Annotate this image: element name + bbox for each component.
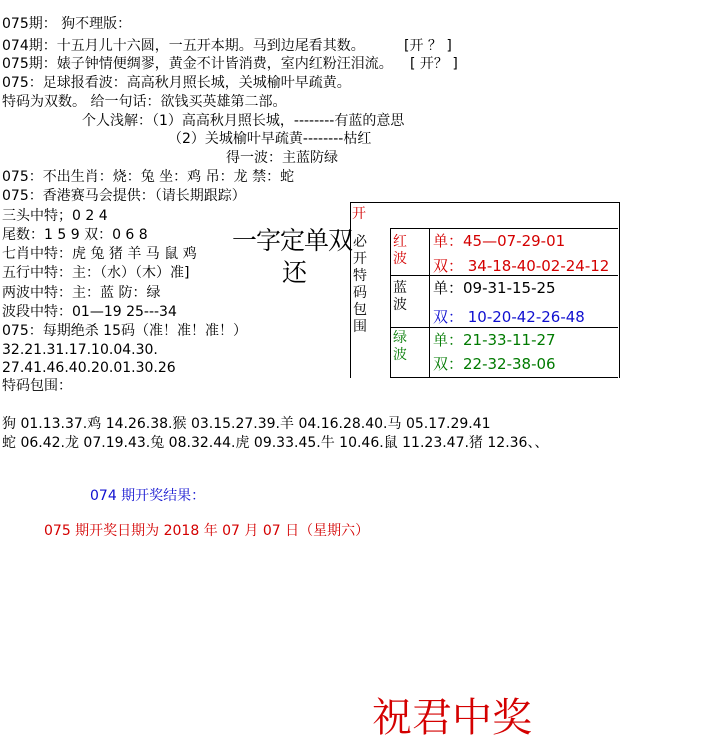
five-elements: 五行中特：主：（水）（木）准] <box>2 265 190 281</box>
wave-table-col-divider <box>429 228 430 377</box>
wave-table-hline-3 <box>390 327 618 328</box>
red-wave-even: 双： 34-18-40-02-24-12 <box>433 257 610 275</box>
riddle-074: 074期：十五月儿十六圆，一五开本期。马到边尾看其数。 <box>2 38 365 54</box>
wave-range: 波段中特：01—19 25---34 <box>2 304 177 320</box>
zodiac-numbers-row-1: 狗 01.13.37.鸡 14.26.38.猴 03.15.27.39.羊 04.16.28.40.马 05.17.29.41 <box>2 416 491 432</box>
jockey-club-line: 075：香港赛马会提供：（请长期跟踪） <box>2 188 246 204</box>
wave-table-hline-4 <box>390 377 618 378</box>
tail-digits: 尾数：1 5 9 双：0 6 8 <box>2 227 148 243</box>
football-riddle: 075：足球报看波：高高秋月照长城，关城榆叶早疏黄。 <box>2 75 351 91</box>
two-waves: 两波中特：主：蓝 防：绿 <box>2 285 161 301</box>
wave-table-hline-1 <box>390 228 618 229</box>
blue-wave-label: 蓝波 <box>393 280 407 313</box>
wave-table-hline-2 <box>390 275 618 276</box>
special-surround-label: 特码包围： <box>2 378 72 394</box>
issue-header: 075期： 狗不理版： <box>2 16 132 32</box>
wave-result: 得一波：主蓝防绿 <box>226 150 338 166</box>
wave-table-kai: 开 <box>352 206 366 222</box>
riddle-074-result: [开 ？ ] <box>404 38 452 54</box>
kill-numbers-title: 075：每期绝杀 15码（准！准！准！） <box>2 323 247 339</box>
seven-zodiac: 七肖中特：虎 兔 猪 羊 马 鼠 鸡 <box>2 246 197 262</box>
riddle-075: 075期：婊子钟情便绸翏，黄金不计皆消费，室内红粉汪泪流。 <box>2 56 393 72</box>
green-wave-odd: 单：21-33-11-27 <box>433 331 556 349</box>
kill-numbers-row-2: 27.41.46.40.20.01.30.26 <box>2 360 176 376</box>
riddle-075-result: [ 开？ ] <box>410 56 458 72</box>
slogan-line-2: 还 <box>282 258 308 287</box>
interpretation-1: 个人浅解：（1）高高秋月照长城，--------有蓝的意思 <box>82 113 405 129</box>
blue-wave-odd: 单：09-31-15-25 <box>433 279 556 297</box>
zodiac-numbers-row-2: 蛇 06.42.龙 07.19.43.兔 08.32.44.虎 09.33.45.牛 10.46.鼠 11.23.47.猪 12.36、、 <box>2 435 549 451</box>
red-wave-label: 红波 <box>393 234 407 267</box>
blue-wave-even: 双： 10-20-42-26-48 <box>433 308 585 326</box>
kill-numbers-row-1: 32.21.31.17.10.04.30. <box>2 342 158 358</box>
red-wave-odd: 单：45—07-29-01 <box>433 232 566 250</box>
result-074-label: 074 期开奖结果： <box>90 488 206 504</box>
green-wave-even: 双：22-32-38-06 <box>433 355 556 373</box>
wave-table-side-label: 必开特码包围 <box>353 234 367 335</box>
green-wave-label: 绿波 <box>393 330 407 363</box>
special-hint: 特码为双数。 给一句话：欲钱买英雄第二部。 <box>2 94 287 110</box>
zodiac-exclusions: 075：不出生肖：烧：兔 坐：鸡 吊：龙 禁：蛇 <box>2 169 295 185</box>
interpretation-2: （2）关城榆叶早疏黄--------枯红 <box>168 131 372 147</box>
head-digits: 三头中特；0 2 4 <box>2 208 108 224</box>
draw-date-075: 075 期开奖日期为 2018 年 07 月 07 日（星期六） <box>44 523 370 539</box>
slogan-line-1: 一字定单双 <box>232 226 353 255</box>
blessing-text: 祝君中奖 <box>372 695 532 741</box>
